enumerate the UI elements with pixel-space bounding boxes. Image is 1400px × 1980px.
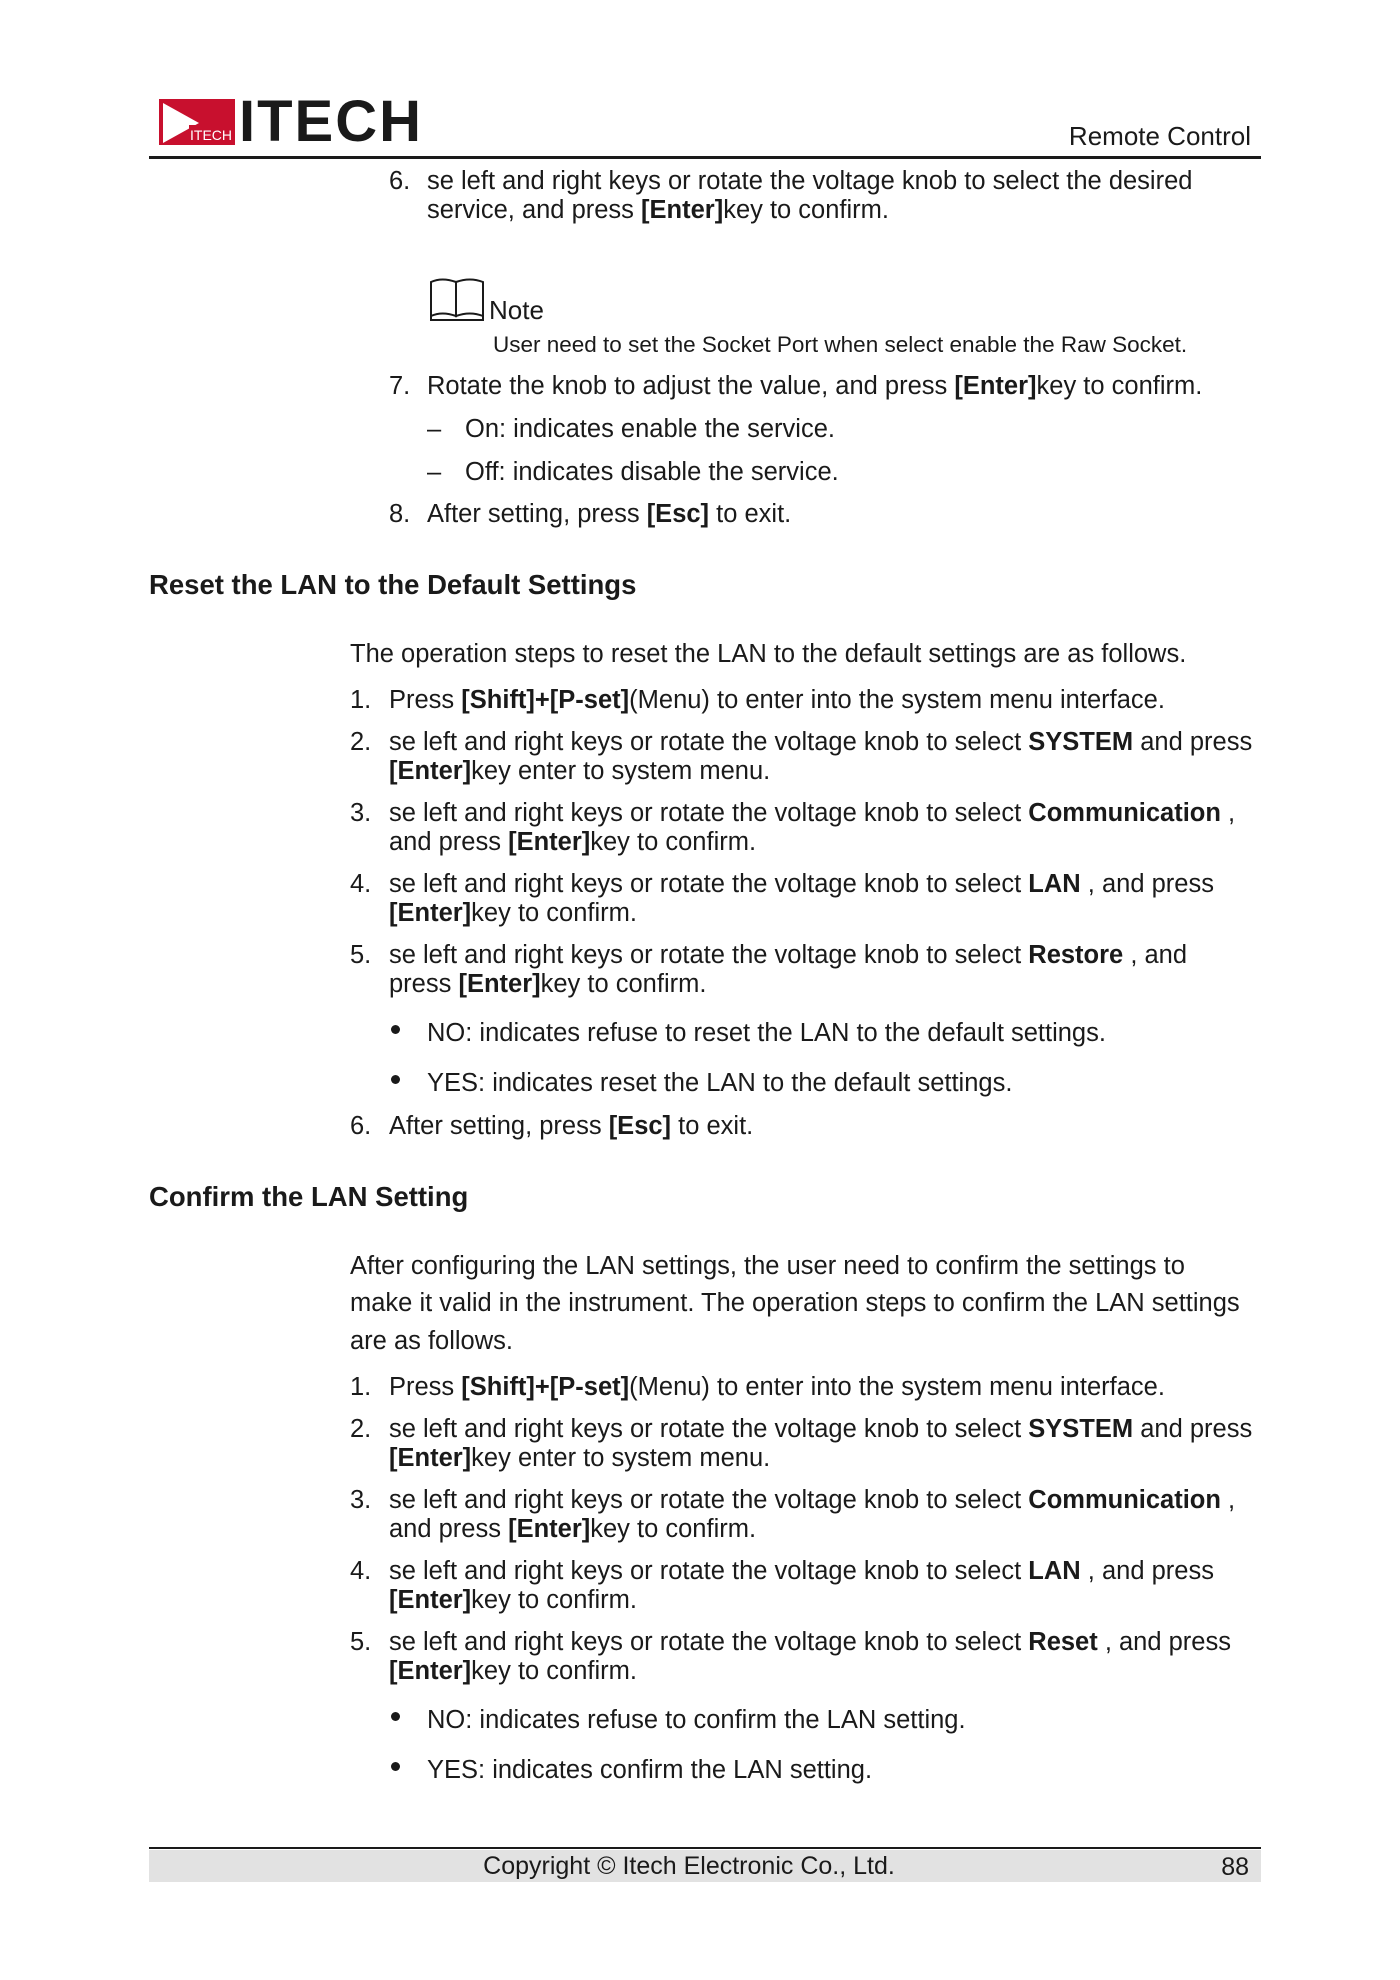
dash-marker: –: [427, 415, 442, 443]
page-header: [149, 89, 1261, 159]
step-text: [Enter]key to confirm.: [389, 1657, 637, 1685]
step-number: 4.: [350, 1557, 372, 1585]
step-number: 1.: [350, 1373, 372, 1401]
step-text: [Enter]key to confirm.: [389, 899, 637, 927]
step-number: 7.: [389, 372, 411, 400]
bullet-icon: [391, 1025, 400, 1034]
section-intro-line: make it valid in the instrument. The operation steps to confirm the LAN settings: [350, 1289, 1240, 1317]
note-label: Note: [489, 295, 544, 325]
step-number: 3.: [350, 1486, 372, 1514]
bullet-item: YES: indicates reset the LAN to the default settings.: [427, 1069, 1013, 1097]
bullet-icon: [391, 1712, 400, 1721]
bullet-item: YES: indicates confirm the LAN setting.: [427, 1756, 873, 1784]
note-text: User need to set the Socket Port when select enable the Raw Socket.: [493, 332, 1188, 357]
step-number: 5.: [350, 1628, 372, 1656]
step-text: se left and right keys or rotate the voltage knob to select LAN , and press: [389, 870, 1214, 898]
step-text: Press [Shift]+[P-set](Menu) to enter into the system menu interface.: [389, 686, 1165, 714]
step-text: service, and press [Enter]key to confirm.: [427, 196, 889, 224]
dash-item: Off: indicates disable the service.: [465, 458, 839, 486]
dash-item: On: indicates enable the service.: [465, 415, 835, 443]
itech-logo-mark-icon: [159, 97, 235, 147]
bullet-icon: [391, 1762, 400, 1771]
step-number: 6.: [350, 1112, 372, 1140]
step-text: se left and right keys or rotate the voltage knob to select LAN , and press: [389, 1557, 1214, 1585]
step-number: 2.: [350, 728, 372, 756]
section-intro-line: After configuring the LAN settings, the user need to confirm the settings to: [350, 1252, 1185, 1280]
step-number: 4.: [350, 870, 372, 898]
step-text: After setting, press [Esc] to exit.: [427, 500, 792, 528]
bullet-icon: [391, 1075, 400, 1084]
step-number: 1.: [350, 686, 372, 714]
step-number: 3.: [350, 799, 372, 827]
step-text: se left and right keys or rotate the voltage knob to select Communication ,: [389, 1486, 1236, 1514]
section-intro-line: are as follows.: [350, 1327, 513, 1355]
step-text: Rotate the knob to adjust the value, and press [Enter]key to confirm.: [427, 372, 1203, 400]
step-number: 6.: [389, 167, 411, 195]
step-text: se left and right keys or rotate the voltage knob to select Communication ,: [389, 799, 1236, 827]
section-heading: Confirm the LAN Setting: [149, 1181, 469, 1212]
step-text: press [Enter]key to confirm.: [389, 970, 707, 998]
step-number: 8.: [389, 500, 411, 528]
step-text: [Enter]key to confirm.: [389, 1586, 637, 1614]
book-icon: [428, 276, 486, 322]
bullet-item: NO: indicates refuse to confirm the LAN setting.: [427, 1706, 966, 1734]
step-text: se left and right keys or rotate the voltage knob to select Reset , and press: [389, 1628, 1231, 1656]
logo-mark-text: ITECH: [190, 127, 232, 143]
step-text: [Enter]key enter to system menu.: [389, 1444, 771, 1472]
step-text: and press [Enter]key to confirm.: [389, 1515, 757, 1543]
page-footer: [149, 1850, 1261, 1882]
step-text: se left and right keys or rotate the voltage knob to select SYSTEM and press: [389, 728, 1253, 756]
step-text: se left and right keys or rotate the voltage knob to select Restore , and: [389, 941, 1188, 969]
section-heading: Reset the LAN to the Default Settings: [149, 569, 637, 600]
step-text: se left and right keys or rotate the voltage knob to select the desired: [427, 167, 1193, 195]
logo-wordmark: ITECH: [239, 89, 423, 154]
copyright-text: Copyright © Itech Electronic Co., Ltd.: [483, 1852, 895, 1880]
step-number: 5.: [350, 941, 372, 969]
section-intro: The operation steps to reset the LAN to the default settings are as follows.: [350, 640, 1187, 668]
dash-marker: –: [427, 458, 442, 486]
step-text: After setting, press [Esc] to exit.: [389, 1112, 754, 1140]
step-text: and press [Enter]key to confirm.: [389, 828, 757, 856]
itech-logo: [159, 89, 423, 154]
step-text: [Enter]key enter to system menu.: [389, 757, 771, 785]
step-text: se left and right keys or rotate the voltage knob to select SYSTEM and press: [389, 1415, 1253, 1443]
section-title: Remote Control: [1068, 121, 1251, 151]
step-number: 2.: [350, 1415, 372, 1443]
step-text: Press [Shift]+[P-set](Menu) to enter into the system menu interface.: [389, 1373, 1165, 1401]
bullet-item: NO: indicates refuse to reset the LAN to the default settings.: [427, 1019, 1106, 1047]
page-number: 88: [1221, 1853, 1249, 1881]
footer-divider: [149, 1847, 1261, 1849]
